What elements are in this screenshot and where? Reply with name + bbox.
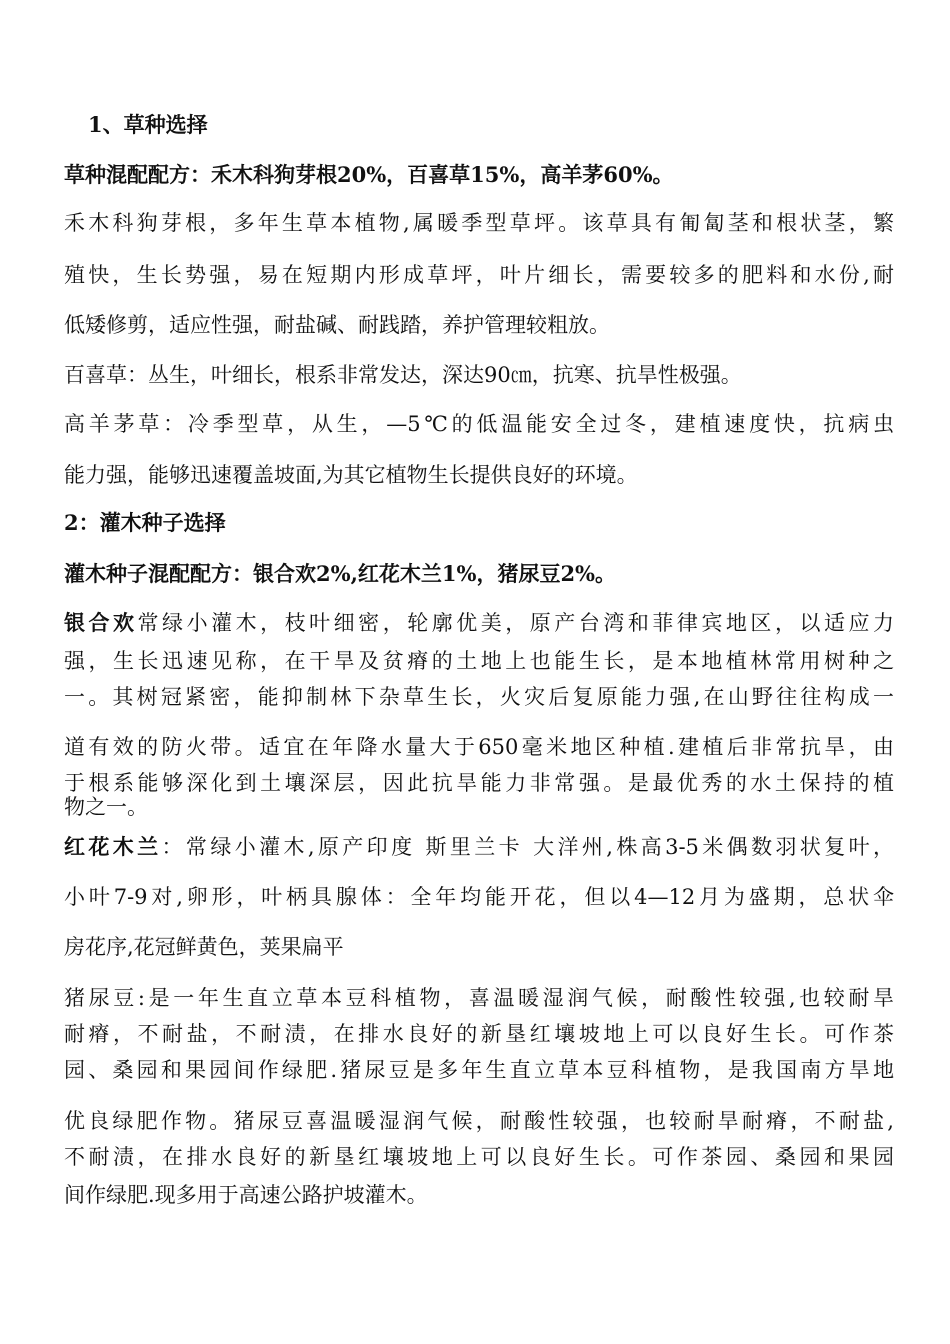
section2-formula-label: 灌木种子混配配方： xyxy=(64,561,253,586)
section2-p1-line1-text: 常绿小灌木，枝叶细密，轮廓优美，原产台湾和菲律宾地区，以适应力 xyxy=(137,611,894,635)
section2-p2-line1-text: ：常绿小灌木,原产印度 斯里兰卡 大洋州,株高3-5米偶数羽状复叶， xyxy=(161,835,894,859)
section2-p1-lead: 银合欢 xyxy=(64,610,138,635)
section2-p1-line1 xyxy=(64,608,894,638)
section2-heading: 2：灌木种子选择 xyxy=(64,510,226,535)
section2-p1-line4: 道有效的防火带。适宜在年降水量大于650毫米地区种植.建植后非常抗旱，由 xyxy=(64,735,894,759)
section2-p2-line2: 小叶7-9对,卵形，叶柄具腺体：全年均能开花，但以4—12月为盛期，总状伞 xyxy=(64,885,894,909)
section1-formula-label: 草种混配配方： xyxy=(64,162,211,187)
section1-p1-line2: 殖快，生长势强，易在短期内形成草坪，叶片细长，需要较多的肥料和水份,耐 xyxy=(64,263,894,287)
section1-p3-line2: 能力强，能够迅速覆盖坡面,为其它植物生长提供良好的环境。 xyxy=(64,463,638,487)
section1-p1-line1: 禾木科狗芽根，多年生草本植物,属暖季型草坪。该草具有匍匐茎和根状茎，繁 xyxy=(64,211,894,235)
section2-p1-line3: 一。其树冠紧密，能抑制林下杂草生长，火灾后复原能力强,在山野往往构成一 xyxy=(64,685,894,709)
section1-p1-line3: 低矮修剪，适应性强，耐盐碱、耐践踏，养护管理较粗放。 xyxy=(64,313,610,337)
section2-p3-line6: 间作绿肥.现多用于高速公路护坡灌木。 xyxy=(64,1183,428,1207)
section2-p1-line5: 于根系能够深化到土壤深层，因此抗旱能力非常强。是最优秀的水土保持的植 xyxy=(64,771,894,795)
section1-heading: 1、草种选择 xyxy=(88,112,208,137)
section2-p1-line2: 强，生长迅速见称，在干旱及贫瘠的土地上也能生长，是本地植林常用树种之 xyxy=(64,649,894,673)
section2-p3-line4: 优良绿肥作物。猪尿豆喜温暖湿润气候，耐酸性较强，也较耐旱耐瘠，不耐盐, xyxy=(64,1109,894,1133)
section1-formula xyxy=(64,160,894,190)
section2-formula xyxy=(64,559,894,589)
section2-formula-text: 银合欢2%,红花木兰1%，猪尿豆2%。 xyxy=(253,561,617,586)
section1-p3-line1: 高羊茅草：冷季型草，从生，—5℃的低温能安全过冬，建植速度快，抗病虫 xyxy=(64,412,894,436)
section1-p2: 百喜草：丛生，叶细长，根系非常发达，深达90㎝，抗寒、抗旱性极强。 xyxy=(64,363,742,387)
section2-p2-line1 xyxy=(64,832,894,862)
section1-formula-text: 禾木科狗芽根20%，百喜草15%，高羊茅60%。 xyxy=(211,162,674,187)
section2-p2-line3: 房花序,花冠鲜黄色，荚果扁平 xyxy=(64,935,344,959)
section2-p2-lead: 红花木兰 xyxy=(64,834,162,859)
section2-p3-line3: 园、桑园和果园间作绿肥.猪尿豆是多年生直立草本豆科植物，是我国南方旱地 xyxy=(64,1058,894,1082)
section2-p3-line1: 猪尿豆:是一年生直立草本豆科植物，喜温暖湿润气候，耐酸性较强,也较耐旱 xyxy=(64,986,894,1010)
section2-p3-line2: 耐瘠，不耐盐，不耐渍，在排水良好的新垦红壤坡地上可以良好生长。可作茶 xyxy=(64,1022,894,1046)
section2-p1-line6: 物之一。 xyxy=(64,795,148,819)
section2-p3-line5: 不耐渍，在排水良好的新垦红壤坡地上可以良好生长。可作茶园、桑园和果园 xyxy=(64,1145,894,1169)
